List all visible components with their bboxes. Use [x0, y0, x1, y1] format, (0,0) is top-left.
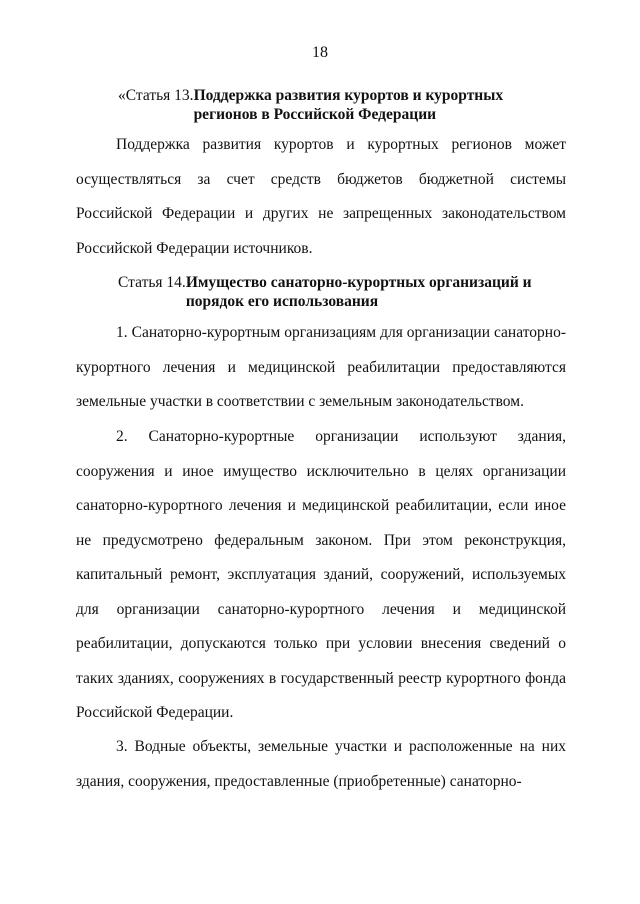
- article-14-paragraph-1: 1. Санаторно-курортным организациям для организации санаторно-курортного лечения и медицинской реабилитации предоставляются земельные участки в соответствии с земельным законодательством.: [76, 324, 566, 410]
- article-14-heading: [118, 273, 568, 311]
- article-13-paragraph: Поддержка развития курортов и курортных регионов может осуществляться за счет средств бюджетов бюджетной системы Российской Федерации и других не запрещенных законодательством Российской Федерации источников.: [76, 136, 566, 257]
- article-13-heading: [118, 86, 568, 124]
- article-13-title: Поддержка развития курортов и курортных регионов в Российской Федерации: [193, 87, 504, 123]
- article-13-label: «Статья 13.: [118, 87, 194, 104]
- article-14-title: Имущество санаторно-курортных организаций и порядок его использования: [185, 274, 532, 310]
- article-14-paragraph-2: 2. Санаторно-курортные организации используют здания, сооружения и иное имущество исключительно в целях организации санаторно-курортного лечения и медицинской реабилитации, если иное не предусмотрено федеральным законом. При этом реконструкция, капитальный ремонт, эксплуатация зданий, сооружений, используемых для организации санаторно-курортного лечения и медицинской реабилитации, допускаются только при условии внесения сведений о таких зданиях, сооружениях в государственный реестр курортного фонда Российской Федерации.: [76, 428, 566, 721]
- page-number: 18: [312, 44, 328, 61]
- article-14-label: Статья 14.: [118, 274, 186, 291]
- article-14-paragraph-3: 3. Водные объекты, земельные участки и расположенные на них здания, сооружения, предоставленные (приобретенные) санаторно-: [76, 738, 566, 790]
